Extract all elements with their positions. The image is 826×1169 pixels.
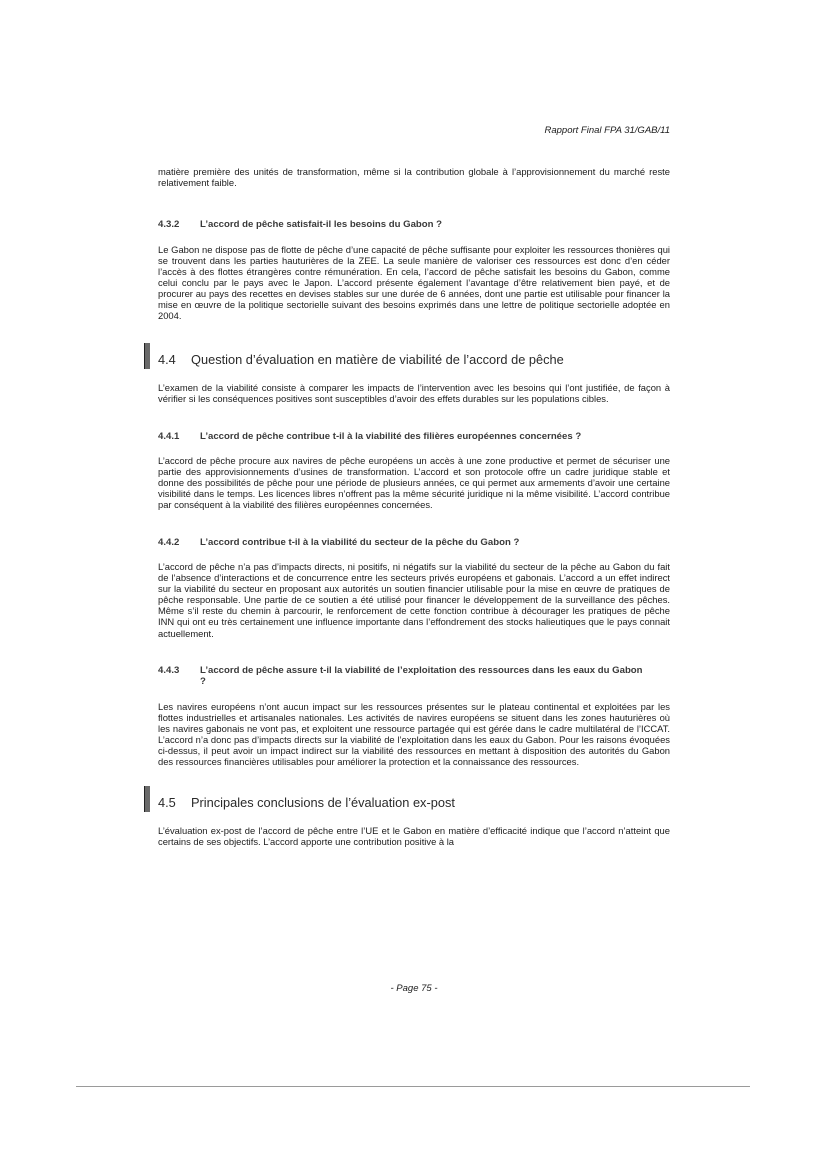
section-number: 4.3.2 <box>158 219 180 231</box>
section-title: L’accord de pêche contribue t-il à la viabilité des filières européennes concernées ? <box>200 430 582 442</box>
page-content <box>158 166 670 847</box>
section-title: Question d’évaluation en matière de viabilité de l’accord de pêche <box>191 352 564 368</box>
section-heading-4-4-1 <box>158 431 670 443</box>
section-number: 4.4 <box>158 352 176 368</box>
section-title: L’accord de pêche satisfait-il les besoins du Gabon ? <box>200 219 443 231</box>
section-heading-4-4-3 <box>158 665 670 688</box>
paragraph-4-4: L’examen de la viabilité consiste à comparer les impacts de l’intervention avec les besoins qui l’ont justifiée, de façon à vérifier si les conséquences positives sont susceptibles d’avoir des effets durables sur les populations cibles. <box>158 382 670 405</box>
section-number: 4.4.2 <box>158 536 180 548</box>
paragraph-4-4-1: L’accord de pêche procure aux navires de pêche européens un accès à une zone productive et permet de sécuriser une partie des approvisionnements d’usines de transformation. L’accord et son protocole offre un cadre juridique stable et donne des possibilités de pêche pour une période de plusieurs années, ce qui permet aux armements d’avoir une certaine visibilité dans le temps. Les licences libres n’offrent pas la même sécurité juridique ni la même visibilité. L’accord contribue par conséquent à la viabilité des filières européennes concernées. <box>158 455 670 511</box>
section-heading-4-5 <box>158 795 670 810</box>
section-heading-4-3-2 <box>158 219 670 231</box>
section-title: L’accord contribue t-il à la viabilité du secteur de la pêche du Gabon ? <box>200 536 520 548</box>
paragraph-4-5: L’évaluation ex-post de l’accord de pêche entre l’UE et le Gabon en matière d’efficacité indique que l’accord n’atteint que certains de ses objectifs. L’accord apporte une contribution positive à la <box>158 825 670 848</box>
page-number: - Page 75 - <box>390 983 438 994</box>
section-heading-4-4-2 <box>158 537 670 549</box>
section-title: Principales conclusions de l’évaluation ex-post <box>191 795 455 811</box>
paragraph-4-3-2: Le Gabon ne dispose pas de flotte de pêche d’une capacité de pêche suffisante pour exploiter les ressources thonières qui se trouvent dans les parties hauturières de la ZEE. La seule manière de valoriser ces ressources est donc d’en céder l’accès à des flottes étrangères contre rémunération. En cela, l’accord de pêche satisfait les besoins du Gabon, comme celui conclu par le pays avec le Japon. L’accord présente également l’avantage d’être relativement bien payé, et de procurer au pays des recettes en devises stables sur une durée de 6 années, dont une partie est utilisable pour financer la mise en œuvre de la politique sectorielle suivant des besoins exprimés dans une lettre de politique sectorielle adoptée en 2004. <box>158 243 670 322</box>
heading-bar-marker <box>144 786 150 812</box>
footer-divider <box>76 1086 750 1087</box>
section-heading-4-4 <box>158 352 670 367</box>
section-number: 4.4.1 <box>158 430 180 442</box>
paragraph-4-4-3: Les navires européens n’ont aucun impact sur les ressources présentes sur le plateau continental et exploitées par les flottes industrielles et artisanales nationales. Les activités de navires européens se situent dans les zones hauturières où les navires gabonais ne vont pas, et exploitent une ressource partagée qui est gérée dans le cadre multilatéral de l’ICCAT. L’accord n’a donc pas d’impacts directs sur la viabilité de l’exploitation dans les eaux du Gabon. Pour les raisons évoquées ci-dessus, il peut avoir un impact indirect sur la viabilité des ressources en mettant à disposition des autorités du Gabon des ressources financières utilisables pour améliorer la protection et la connaissance des ressources. <box>158 700 670 768</box>
intro-paragraph: matière première des unités de transformation, même si la contribution globale à l’approvisionnement du marché reste relativement faible. <box>158 166 670 189</box>
section-number: 4.4.3 <box>158 664 180 676</box>
section-title: L’accord de pêche assure t-il la viabilité de l’exploitation des ressources dans les eaux du Gabon ? <box>200 664 643 688</box>
report-reference: Rapport Final FPA 31/GAB/11 <box>544 125 670 136</box>
section-number: 4.5 <box>158 795 176 811</box>
paragraph-4-4-2: L’accord de pêche n’a pas d’impacts directs, ni positifs, ni négatifs sur la viabilité du secteur de la pêche au Gabon du fait de l’absence d’interactions et de concurrence entre les secteurs privés européens et gabonais. L’accord a un effet indirect sur la viabilité du secteur en proposant aux autorités un soutien financier utilisable pour la mise en œuvre de pratiques de pêche responsable. Une partie de ce soutien a été utilisé pour financer le développement de la surveillance des pêches. Même s’il reste du chemin à parcourir, le renforcement de cette fonction contribue à décourager les pratiques de pêche INN qui ont eu très certainement une influence importante dans l’effondrement des stocks halieutiques que le pays connait actuellement. <box>158 561 670 639</box>
heading-bar-marker <box>144 343 150 369</box>
